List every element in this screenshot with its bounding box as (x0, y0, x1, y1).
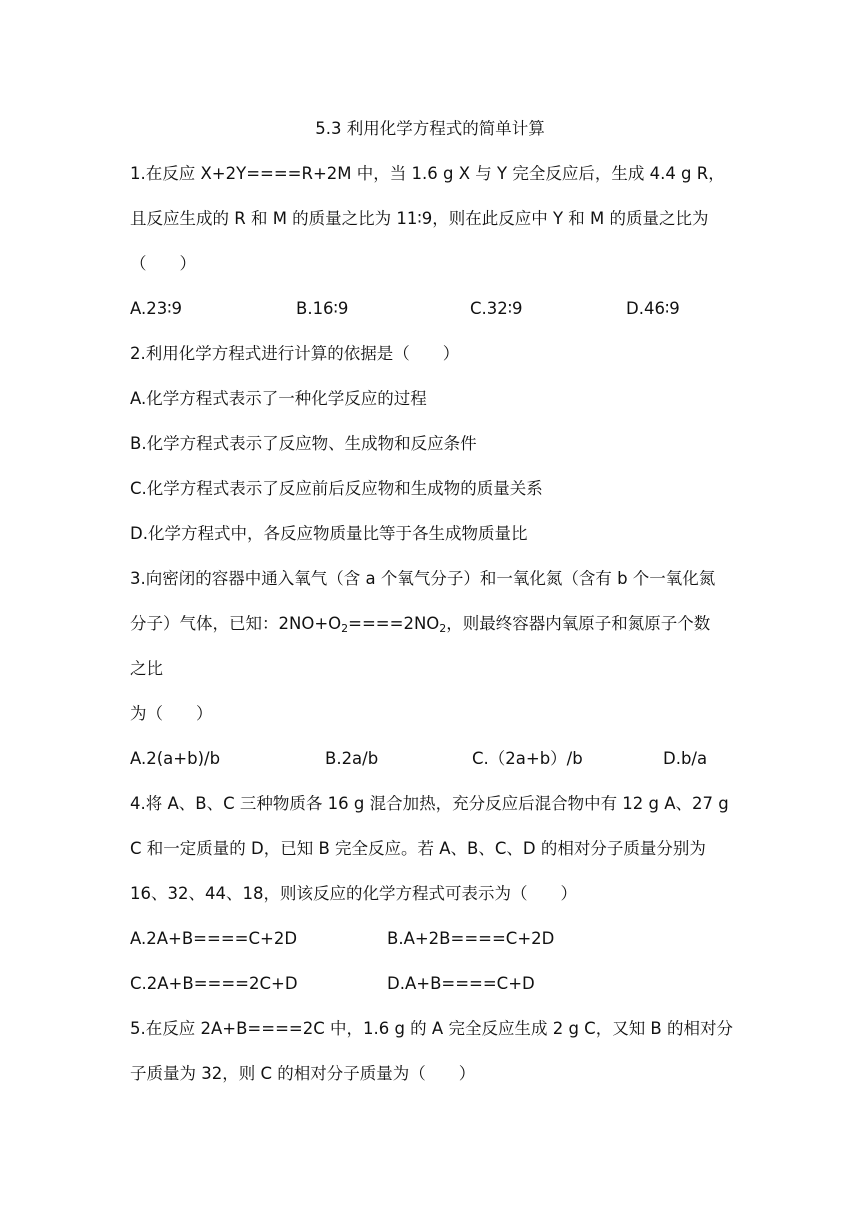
q4-option-d: D.A+B====C+D (387, 974, 535, 993)
q3-stem-line-3: 之比 (130, 659, 163, 678)
q1-option-b: B.16∶9 (296, 299, 349, 318)
q1-stem-line-2: 且反应生成的 R 和 M 的质量之比为 11∶9，则在此反应中 Y 和 M 的质量之比为 (130, 209, 709, 228)
q3-stem-line-2 (130, 612, 750, 636)
q3-option-d: D.b/a (663, 749, 708, 768)
q3-option-c: C.（2a+b）/b (472, 749, 583, 768)
q3-equation-part-3: ，则最终容器内氧原子和氮原子个数 (446, 614, 711, 633)
q3-subscript-2: 2 (439, 622, 447, 635)
q3-equation-part-2: ====2NO (348, 614, 440, 633)
q1-option-d: D.46∶9 (626, 299, 680, 318)
q2-option-c: C.化学方程式表示了反应前后反应物和生成物的质量关系 (130, 479, 543, 498)
q1-stem-line-1: 1.在反应 X+2Y====R+2M 中，当 1.6 g X 与 Y 完全反应后，生成 4.4 g R， (130, 164, 725, 183)
q2-option-d: D.化学方程式中，各反应物质量比等于各生成物质量比 (130, 524, 528, 543)
q2-option-b: B.化学方程式表示了反应物、生成物和反应条件 (130, 434, 477, 453)
q3-equation-part-1: 分子）气体，已知：2NO+O (130, 614, 342, 633)
q2-stem: 2.利用化学方程式进行计算的依据是（ ） (130, 344, 460, 363)
q3-stem-line-4: 为（ ） (130, 704, 213, 723)
q3-option-a: A.2(a+b)/b (130, 749, 221, 768)
q1-option-c: C.32∶9 (470, 299, 523, 318)
q3-subscript-1: 2 (341, 622, 349, 635)
q4-option-c: C.2A+B====2C+D (130, 974, 298, 993)
q5-stem-line-1: 5.在反应 2A+B====2C 中，1.6 g 的 A 完全反应生成 2 g C，又知 B 的相对分 (130, 1019, 733, 1038)
q1-stem-line-3: （ ） (130, 254, 196, 273)
q3-stem-line-1: 3.向密闭的容器中通入氧气（含 a 个氧气分子）和一氧化氮（含有 b 个一氧化氮 (130, 569, 716, 588)
q1-option-a: A.23∶9 (130, 299, 183, 318)
q4-stem-line-2: C 和一定质量的 D，已知 B 完全反应。若 A、B、C、D 的相对分子质量分别为 (130, 839, 706, 858)
q5-stem-line-2: 子质量为 32，则 C 的相对分子质量为（ ） (130, 1064, 476, 1083)
page-title: 5.3 利用化学方程式的简单计算 (315, 119, 545, 138)
q4-stem-line-3: 16、32、44、18，则该反应的化学方程式可表示为（ ） (130, 884, 577, 903)
q4-option-b: B.A+2B====C+2D (387, 929, 555, 948)
q2-option-a: A.化学方程式表示了一种化学反应的过程 (130, 389, 427, 408)
q4-stem-line-1: 4.将 A、B、C 三种物质各 16 g 混合加热，充分反应后混合物中有 12 g A、27 g (130, 794, 729, 813)
q4-option-a: A.2A+B====C+2D (130, 929, 298, 948)
q3-option-b: B.2a/b (325, 749, 379, 768)
